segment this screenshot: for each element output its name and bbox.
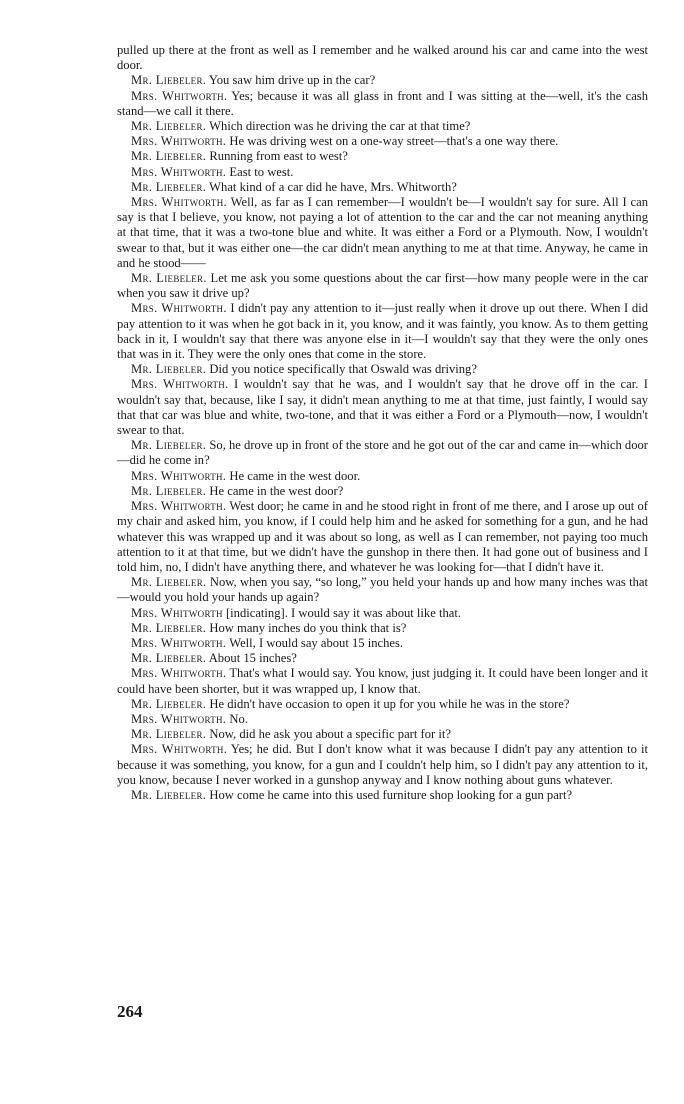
speaker-name: Mr. Liebeler. xyxy=(131,620,207,635)
paragraph-text: West door; he came in and he stood right in front of me there, and I arose up out of my chair and asked him, you know, if I could help him and he asked for something for a gun, and he had whatever this was wrapped up and it was about so long, as well as I can remember, not paying too much attention to it at that time, but we didn't have the gunshop in there then. It had gone out of business and I told him, no, I didn't have anything there, and whatever he was looking for—that I didn't have it. xyxy=(117,499,649,574)
paragraph-text: How come he came into this used furniture shop looking for a gun part? xyxy=(209,787,573,802)
testimony-paragraph xyxy=(117,73,648,88)
testimony-paragraph xyxy=(117,499,648,575)
speaker-name: Mrs. Whitworth. xyxy=(131,377,229,392)
speaker-name: Mrs. Whitworth. xyxy=(131,468,227,483)
speaker-name: Mr. Liebeler. xyxy=(131,787,207,802)
testimony-paragraph xyxy=(117,377,648,438)
testimony-paragraph xyxy=(117,666,648,696)
testimony-paragraph xyxy=(117,301,648,362)
paragraph-text: Let me ask you some questions about the car first—how many people were in the car when you saw it drive up? xyxy=(117,271,648,301)
testimony-paragraph xyxy=(117,697,648,712)
speaker-name: Mr. Liebeler. xyxy=(131,73,207,88)
paragraph-text: pulled up there at the front as well as I remember and he walked around his car and came into the west door. xyxy=(117,43,648,73)
paragraph-text: Now, did he ask you about a specific part for it? xyxy=(209,727,451,742)
paragraph-text: He was driving west on a one-way street—that's a one way there. xyxy=(229,134,559,149)
paragraph-text: Yes; he did. But I don't know what it was because I didn't pay any attention to it because it was something, you know, for a gun and I couldn't help him, so I didn't pay any attention to it, you know, because I never worked in a gunshop anyway and I know nothing about guns whatever. xyxy=(117,742,648,787)
testimony-paragraph xyxy=(117,180,648,195)
testimony-paragraph xyxy=(117,438,648,468)
speaker-name: Mr. Liebeler. xyxy=(131,271,207,286)
testimony-paragraph xyxy=(117,651,648,666)
testimony-paragraph xyxy=(117,712,648,727)
testimony-paragraph xyxy=(117,43,648,73)
testimony-paragraph xyxy=(117,271,648,301)
speaker-name: Mrs. Whitworth. xyxy=(131,164,227,179)
page-number: 264 xyxy=(117,1002,143,1021)
speaker-name: Mr. Liebeler. xyxy=(131,483,207,498)
speaker-name: Mr. Liebeler. xyxy=(131,438,207,453)
testimony-text xyxy=(117,43,648,803)
paragraph-text: I wouldn't say that he was, and I wouldn't say that he drove off in the car. I wouldn't say that, because, like I say, it didn't mean anything to me at that time, just faintly, I would say that that car was blue and white, two-tone, and that it was either a Ford or a Plymouth—now, I wouldn't swear to that. xyxy=(117,377,648,438)
testimony-paragraph xyxy=(117,742,648,788)
testimony-paragraph xyxy=(117,149,648,164)
speaker-name: Mr. Liebeler. xyxy=(131,179,207,194)
paragraph-text: You saw him drive up in the car? xyxy=(208,73,376,88)
paragraph-text: Which direction was he driving the car at that time? xyxy=(209,119,471,134)
paragraph-text: How many inches do you think that is? xyxy=(209,620,407,635)
testimony-paragraph xyxy=(117,119,648,134)
speaker-name: Mrs. Whitworth. xyxy=(131,195,227,210)
paragraph-text: East to west. xyxy=(229,164,294,179)
paragraph-text: Well, as far as I can remember—I wouldn't be—I wouldn't say for sure. All I can say is that I believe, you know, not paying a lot of attention to the car and the car not meaning anything at that time, that it was a two-tone blue and white. It was either a Ford or a Plymouth. Now, I wouldn't swear to that, but it was either one—the car didn't mean anything to me at that time. Anyway, he came in and he stood—— xyxy=(117,195,648,270)
paragraph-text: Now, when you say, “so long,” you held your hands up and how many inches was that—would you hold your hands up again? xyxy=(117,575,648,605)
paragraph-text: [indicating]. I would say it was about like that. xyxy=(225,605,462,620)
testimony-paragraph xyxy=(117,788,648,803)
speaker-name: Mrs. Whitworth. xyxy=(131,134,227,149)
testimony-paragraph xyxy=(117,727,648,742)
testimony-paragraph xyxy=(117,484,648,499)
speaker-name: Mr. Liebeler. xyxy=(131,119,207,134)
speaker-name: Mrs. Whitworth. xyxy=(131,301,227,316)
speaker-name: Mrs. Whitworth xyxy=(131,605,223,620)
testimony-paragraph xyxy=(117,636,648,651)
speaker-name: Mrs. Whitworth. xyxy=(131,742,228,757)
testimony-paragraph xyxy=(117,575,648,605)
testimony-paragraph xyxy=(117,621,648,636)
paragraph-text: That's what I would say. You know, just judging it. It could have been longer and it could have been shorter, but it was wrapped up, I know that. xyxy=(117,666,648,696)
paragraph-text: So, he drove up in front of the store and he got out of the car and came in—which door—did he come in? xyxy=(117,438,648,468)
speaker-name: Mr. Liebeler. xyxy=(131,651,207,666)
paragraph-text: Running from east to west? xyxy=(209,149,348,164)
paragraph-text: Yes; because it was all glass in front and I was sitting at the—well, it's the cash stand—we call it there. xyxy=(117,88,648,118)
speaker-name: Mr. Liebeler. xyxy=(131,362,207,377)
speaker-name: Mr. Liebeler. xyxy=(131,149,207,164)
testimony-paragraph xyxy=(117,362,648,377)
testimony-paragraph xyxy=(117,134,648,149)
paragraph-text: I didn't pay any attention to it—just really when it drove up out there. When I did pay attention to it was when he got back in it, you know, and it was faintly, you know. As to them getting back in it, I wouldn't say that there was anyone else in it—I wouldn't say that they were the only ones that was in it. They were the only ones that come in the store. xyxy=(117,301,648,362)
paragraph-text: Well, I would say about 15 inches. xyxy=(229,635,404,650)
paragraph-text: No. xyxy=(229,711,248,726)
paragraph-text: What kind of a car did he have, Mrs. Whitworth? xyxy=(209,179,457,194)
testimony-paragraph xyxy=(117,606,648,621)
testimony-paragraph xyxy=(117,195,648,271)
speaker-name: Mr. Liebeler. xyxy=(131,727,207,742)
paragraph-text: He came in the west door. xyxy=(229,468,361,483)
paragraph-text: About 15 inches? xyxy=(208,651,297,666)
speaker-name: Mr. Liebeler. xyxy=(131,575,207,590)
paragraph-text: He came in the west door? xyxy=(209,483,344,498)
speaker-name: Mrs. Whitworth. xyxy=(131,711,227,726)
speaker-name: Mrs. Whitworth. xyxy=(131,499,227,514)
testimony-paragraph xyxy=(117,469,648,484)
speaker-name: Mrs. Whitworth. xyxy=(131,666,227,681)
speaker-name: Mrs. Whitworth. xyxy=(131,88,228,103)
paragraph-text: He didn't have occasion to open it up for you while he was in the store? xyxy=(209,696,570,711)
speaker-name: Mr. Liebeler. xyxy=(131,696,207,711)
speaker-name: Mrs. Whitworth. xyxy=(131,635,227,650)
testimony-paragraph xyxy=(117,89,648,119)
paragraph-text: Did you notice specifically that Oswald was driving? xyxy=(209,362,477,377)
testimony-paragraph xyxy=(117,165,648,180)
